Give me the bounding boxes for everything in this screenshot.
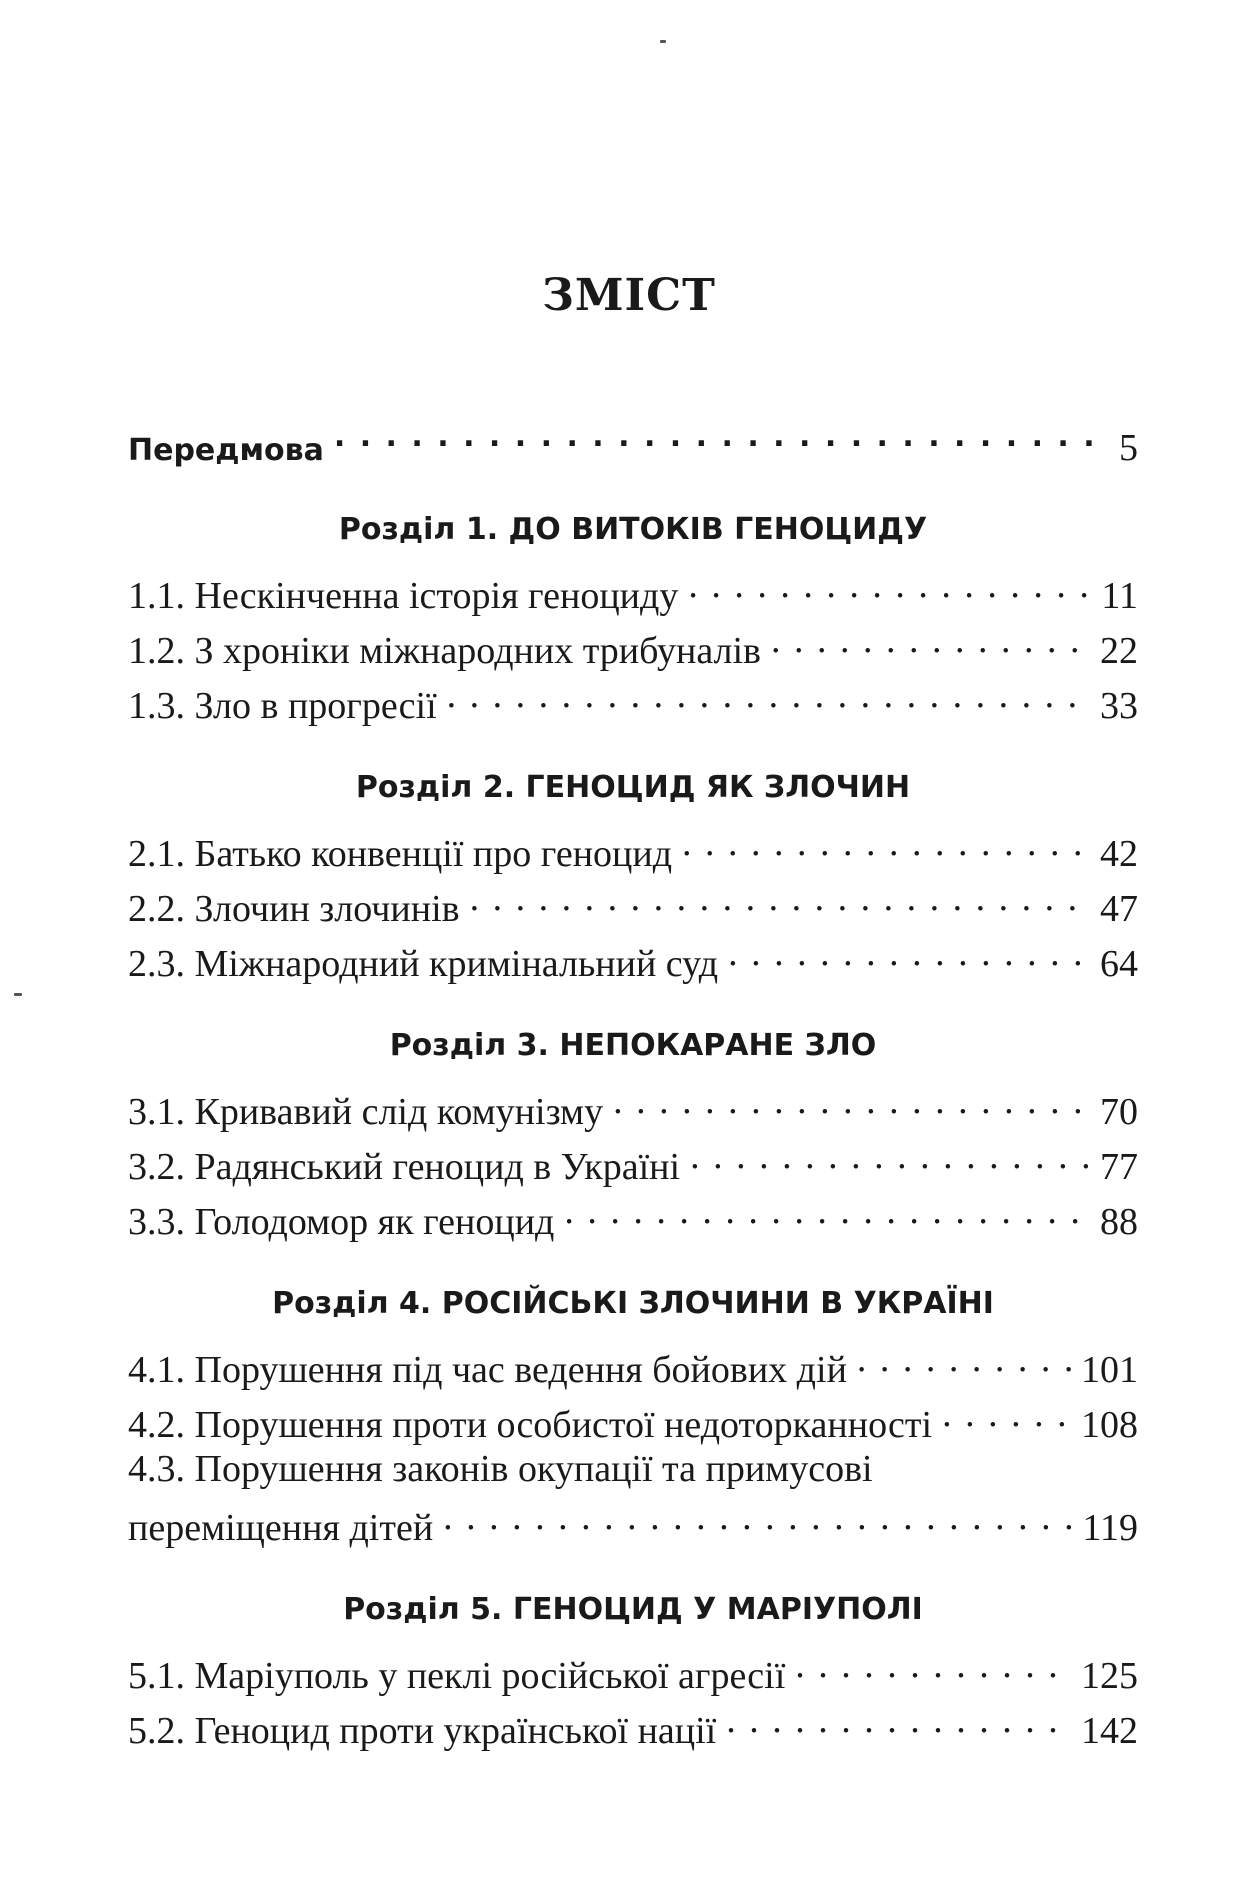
toc-entry-label: 4.2. Порушення проти особистої недоторканності [128, 1404, 933, 1446]
toc-entry-label: 1.1. Нескінченна історія геноциду [128, 575, 679, 617]
toc-page-number: 142 [1081, 1710, 1138, 1752]
page-title: ЗМІСТ [542, 270, 716, 321]
leader-dots [942, 1391, 1071, 1437]
print-speck [660, 40, 666, 43]
toc-entry-label: 4.1. Порушення під час ведення бойових дій [128, 1349, 847, 1391]
toc-entry-label: переміщення дітей [128, 1507, 434, 1549]
toc-page-number: 119 [1082, 1507, 1138, 1549]
toc-entry[interactable] [128, 617, 1138, 674]
toc-page-number: 70 [1100, 1091, 1138, 1133]
toc-page-number: 33 [1100, 685, 1138, 727]
leader-dots [564, 1188, 1090, 1234]
toc-entry-preface[interactable] [128, 414, 1138, 474]
leader-dots [690, 1133, 1090, 1179]
toc-entry-label: 3.2. Радянський геноцид в Україні [128, 1146, 681, 1188]
toc-entry-label-line1[interactable]: 4.3. Порушення законів окупації та примусові [128, 1448, 873, 1490]
chapter-heading: Розділ 2. ГЕНОЦИД ЯК ЗЛОЧИН [355, 770, 911, 805]
toc-entry[interactable] [128, 1391, 1138, 1448]
toc-page-number: 64 [1100, 943, 1138, 985]
chapter-heading: Розділ 3. НЕПОКАРАНЕ ЗЛО [389, 1028, 877, 1063]
toc-entry[interactable] [128, 1642, 1138, 1699]
toc-entry-label: 3.3. Голодомор як геноцид [128, 1201, 555, 1243]
toc-page-number: 47 [1100, 888, 1138, 930]
toc-entry-label: 2.1. Батько конвенції про геноцид [128, 833, 673, 875]
toc-entry[interactable] [128, 1336, 1138, 1393]
toc-entry[interactable] [128, 875, 1138, 932]
toc-page-number: 77 [1100, 1146, 1138, 1188]
toc-entry-label: 1.2. З хроніки міжнародних трибуналів [128, 630, 761, 672]
toc-entry[interactable] [128, 672, 1138, 729]
leader-dots [443, 1494, 1072, 1540]
leader-dots [857, 1336, 1071, 1382]
leader-dots [688, 562, 1091, 608]
toc-page-number: 125 [1081, 1655, 1138, 1697]
toc-entry[interactable] [128, 1078, 1138, 1135]
toc-entry-label: 5.1. Маріуполь у пеклі російської агресії [128, 1655, 786, 1697]
toc-page-number: 108 [1081, 1404, 1138, 1446]
leader-dots [682, 820, 1090, 866]
toc-entry[interactable] [128, 1494, 1138, 1551]
chapter-heading: Розділ 4. РОСІЙСЬКІ ЗЛОЧИНИ В УКРАЇНІ [272, 1286, 994, 1321]
toc-entry[interactable] [128, 1697, 1138, 1754]
toc-entry-label: 2.2. Злочин злочинів [128, 888, 460, 930]
toc-page-number: 11 [1101, 575, 1138, 617]
toc-entry-label: 5.2. Геноцид проти української нації [128, 1710, 717, 1752]
toc-page-number: 42 [1100, 833, 1138, 875]
toc-entry-label: 3.1. Кривавий слід комунізму [128, 1091, 604, 1133]
leader-dots [728, 930, 1090, 976]
print-speck [14, 993, 22, 996]
toc-entry[interactable] [128, 1188, 1138, 1245]
toc-page-number: 101 [1081, 1349, 1138, 1391]
leader-dots [470, 875, 1090, 921]
toc-entry-label: Передмова [128, 433, 324, 468]
toc-entry[interactable] [128, 930, 1138, 987]
leader-dots [726, 1697, 1071, 1743]
chapter-heading: Розділ 5. ГЕНОЦИД У МАРІУПОЛІ [343, 1592, 923, 1627]
toc-page-number: 22 [1100, 630, 1138, 672]
toc-entry-label: 1.3. Зло в прогресії [128, 685, 437, 727]
toc-page-number: 88 [1100, 1201, 1138, 1243]
toc-page-number: 5 [1119, 427, 1138, 469]
toc-entry[interactable] [128, 562, 1138, 619]
leader-dots [334, 414, 1109, 460]
chapter-heading: Розділ 1. ДО ВИТОКІВ ГЕНОЦИДУ [338, 512, 928, 547]
toc-entry[interactable] [128, 1133, 1138, 1190]
leader-dots [613, 1078, 1090, 1124]
leader-dots [795, 1642, 1071, 1688]
toc-entry-label: 2.3. Міжнародний кримінальний суд [128, 943, 719, 985]
toc-entry[interactable] [128, 820, 1138, 877]
leader-dots [447, 672, 1090, 718]
leader-dots [771, 617, 1090, 663]
